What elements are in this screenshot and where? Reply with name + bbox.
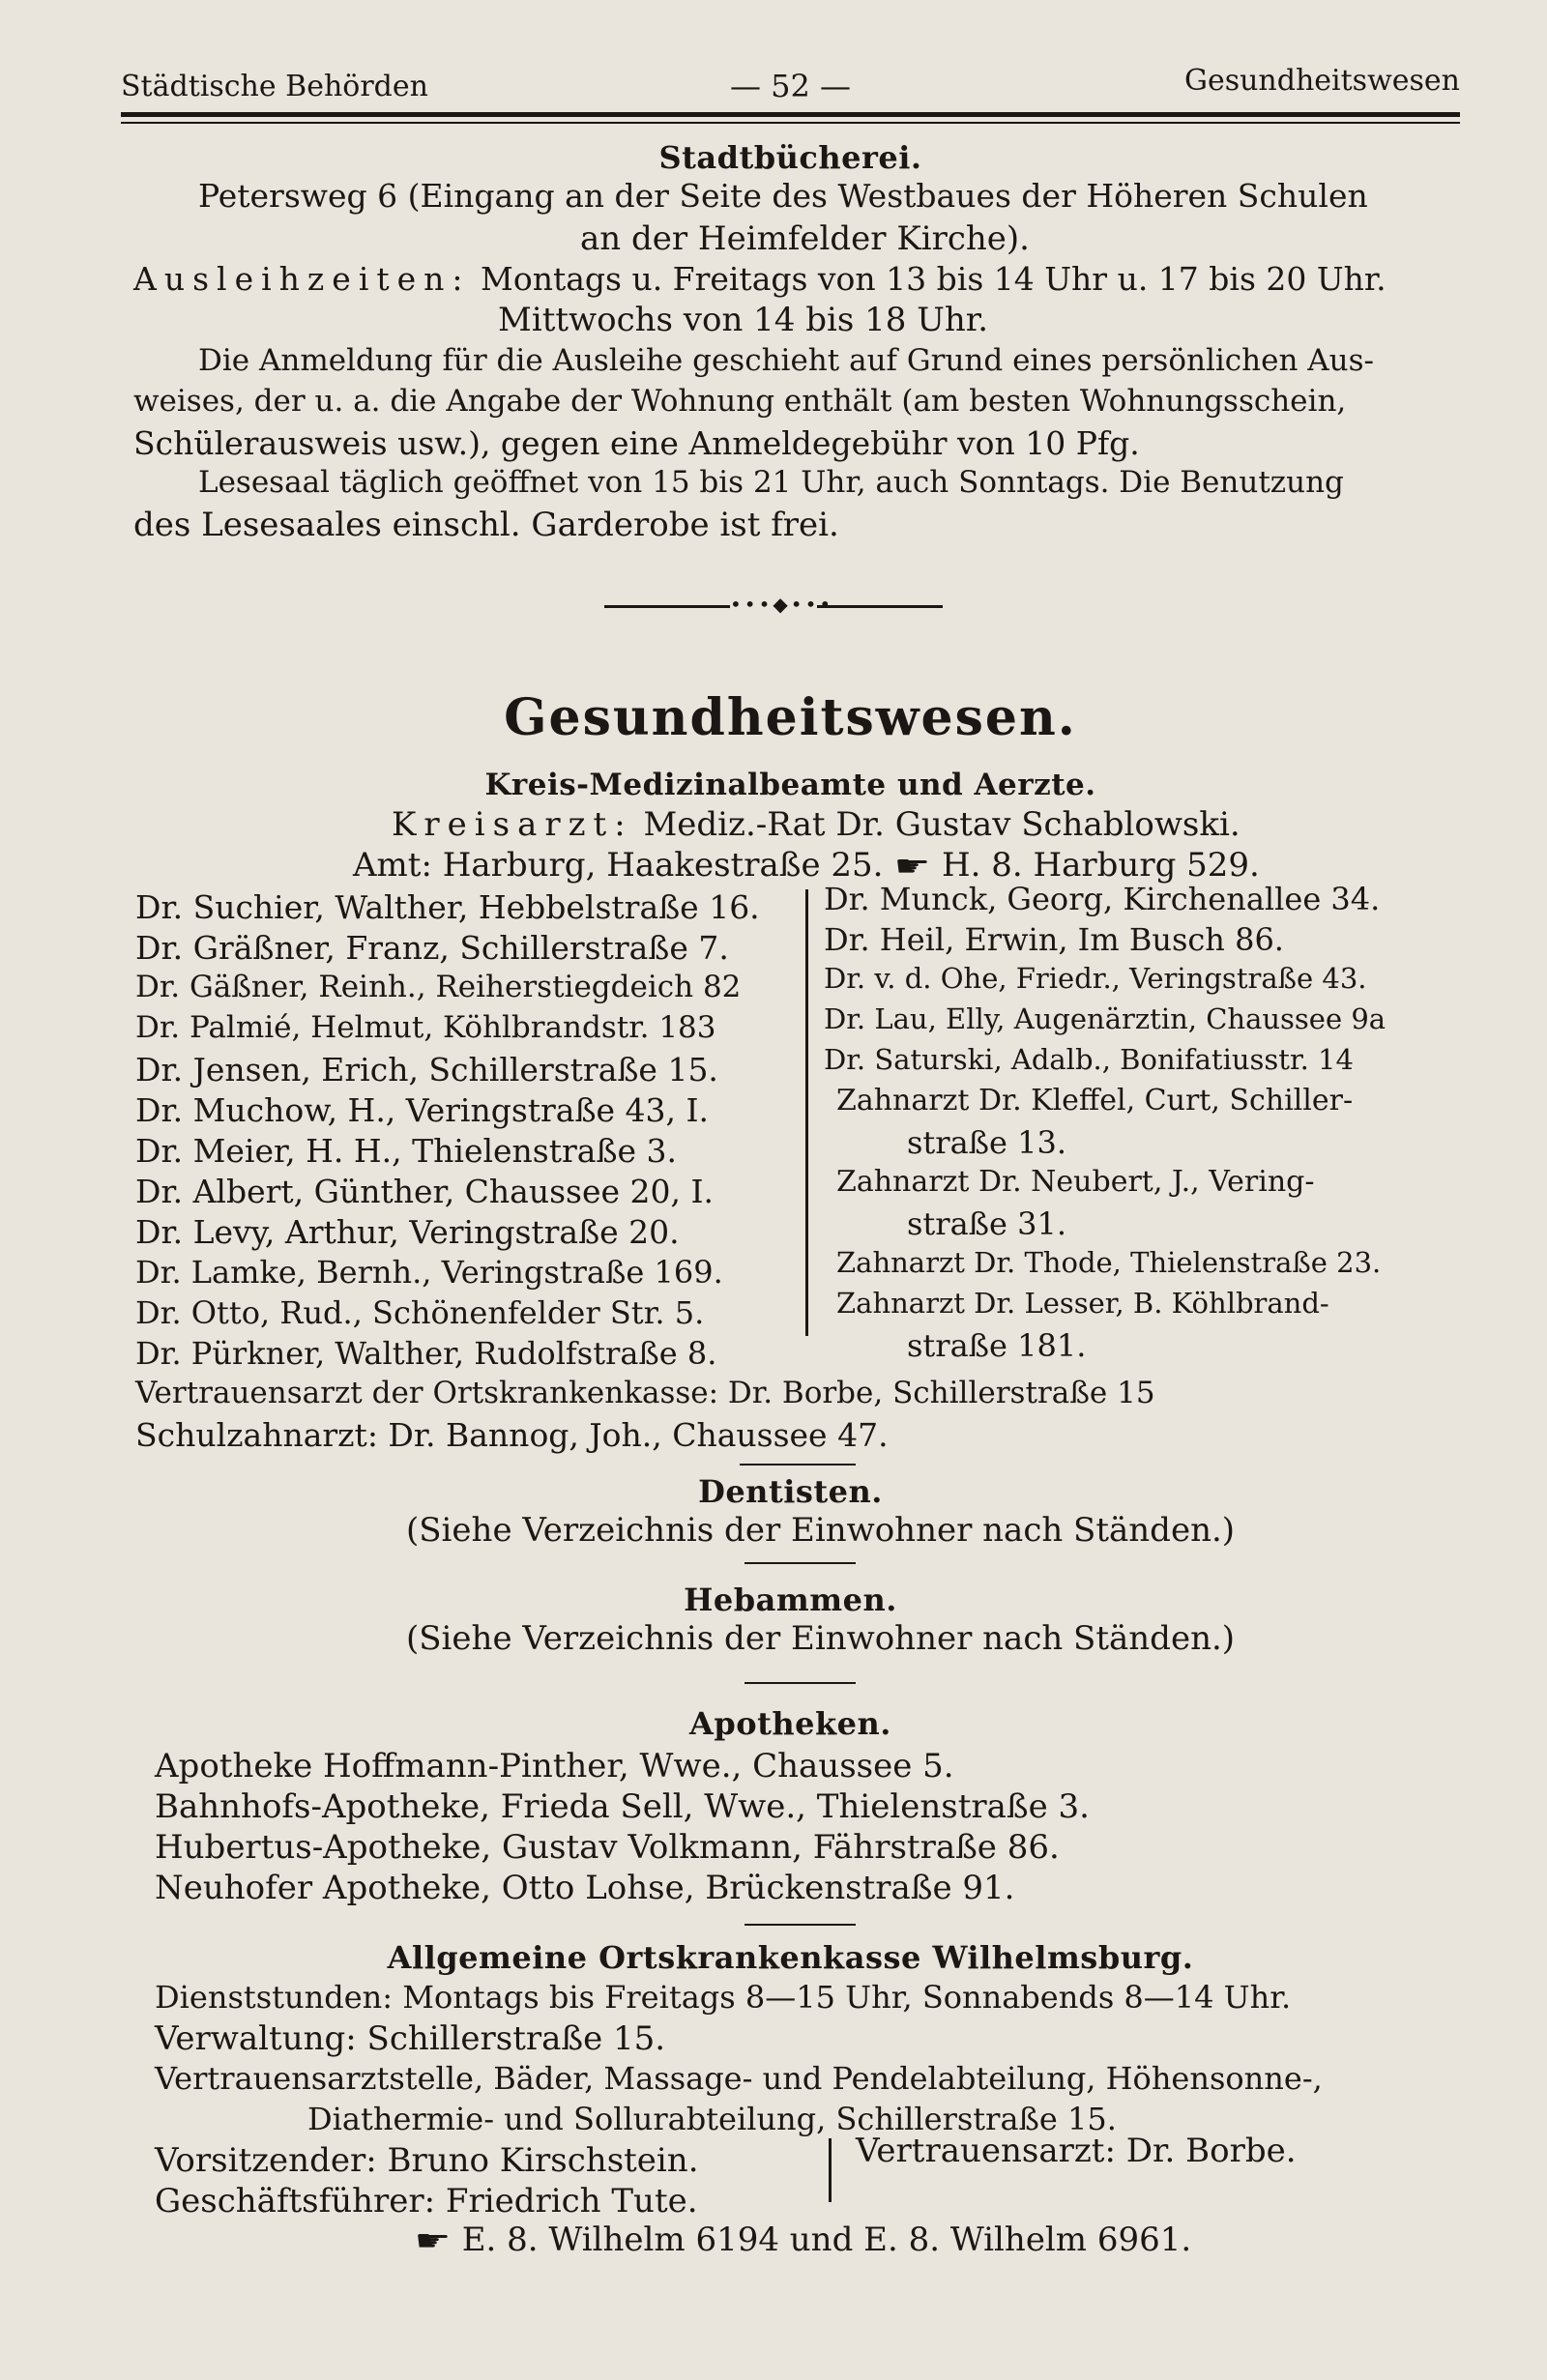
list-item: straße 181. — [907, 1327, 1087, 1364]
aok-vertrauensarzt-line: Vertrauensarzt: Dr. Borbe. — [856, 2132, 1297, 2170]
section-title-stadtbuecherei: Stadtbücherei. — [658, 139, 922, 176]
section-title-aerzte: Kreis-Medizinalbeamte und Aerzte. — [484, 768, 1096, 802]
vertrauensarzt-line: Vertrauensarzt der Ortskrankenkasse: Dr. Borbe, Schillerstraße 15 — [135, 1376, 1155, 1410]
amt-line — [353, 846, 1260, 885]
list-item: Dr. Gräßner, Franz, Schillerstraße 7. — [135, 929, 729, 967]
list-item: Dr. Suchier, Walther, Hebbelstraße 16. — [135, 888, 760, 926]
header-left: Städtische Behörden — [121, 70, 428, 103]
text-line: an der Heimfelder Kirche). — [580, 219, 1030, 258]
hand-pointer-icon: ☛ — [893, 850, 931, 884]
list-item: Zahnarzt Dr. Kleffel, Curt, Schiller- — [836, 1084, 1354, 1117]
list-item: Dr. Lamke, Bernh., Veringstraße 169. — [135, 1254, 723, 1291]
list-item: Dr. Levy, Arthur, Veringstraße 20. — [135, 1213, 680, 1251]
ornament-divider — [604, 593, 943, 616]
page-title: Gesundheitswesen. — [504, 688, 1077, 747]
header-rule-thin — [121, 122, 1460, 124]
text-line: Diathermie- und Sollurabteilung, Schillerstraße 15. — [307, 2101, 1117, 2137]
amt-phone: H. 8. Harburg 529. — [941, 846, 1260, 885]
list-item: Zahnarzt Dr. Lesser, B. Köhlbrand- — [836, 1287, 1329, 1320]
list-item: Dr. Saturski, Adalb., Bonifatiusstr. 14 — [824, 1043, 1354, 1076]
page-header — [121, 60, 1460, 108]
list-item: Dr. Albert, Günther, Chaussee 20, I. — [135, 1173, 715, 1210]
list-item: Dr. Palmié, Helmut, Köhlbrandstr. 183 — [135, 1010, 716, 1045]
list-item: Dr. Gäßner, Reinh., Reiherstiegdeich 82 — [135, 970, 742, 1004]
list-item: Apotheke Hoffmann-Pinther, Wwe., Chaussee 5. — [155, 1747, 954, 1785]
list-item: Dr. Muchow, H., Veringstraße 43, I. — [135, 1091, 710, 1129]
ornament-dots: •••◆••• — [730, 593, 834, 616]
text-line: Lesesaal täglich geöffnet von 15 bis 21 Uhr, auch Sonntags. Die Benutzung — [198, 465, 1344, 500]
section-title-aok: Allgemeine Ortskrankenkasse Wilhelmsburg. — [387, 1939, 1194, 1976]
text-line: Vertrauensarztstelle, Bäder, Massage- und Pendelabteilung, Höhensonne-, — [155, 2060, 1323, 2097]
ausleihzeiten-text: Montags u. Freitags von 13 bis 14 Uhr u. 17 bis 20 Uhr. — [481, 260, 1386, 298]
list-item: Dr. Otto, Rud., Schönenfelder Str. 5. — [135, 1294, 705, 1331]
list-item: Dr. Meier, H. H., Thielenstraße 3. — [135, 1132, 678, 1170]
hand-pointer-icon: ☛ — [414, 2224, 452, 2258]
text-line: Dienststunden: Montags bis Freitags 8—15 Uhr, Sonnabends 8—14 Uhr. — [155, 1979, 1292, 2016]
list-item: Dr. Munck, Georg, Kirchenallee 34. — [824, 881, 1381, 917]
dentisten-text: (Siehe Verzeichnis der Einwohner nach Ständen.) — [406, 1511, 1236, 1550]
text-line: Verwaltung: Schillerstraße 15. — [155, 2019, 666, 2058]
column-divider — [805, 889, 808, 1336]
ausleihzeiten-label: Ausleihzeiten: — [133, 260, 471, 298]
list-item: Dr. Jensen, Erich, Schillerstraße 15. — [135, 1051, 718, 1088]
header-right: Gesundheitswesen — [1184, 64, 1460, 98]
amt-text: Amt: Harburg, Haakestraße 25. — [353, 846, 884, 885]
list-item: Dr. Heil, Erwin, Im Busch 86. — [824, 921, 1284, 958]
list-item: Dr. Pürkner, Walther, Rudolfstraße 8. — [135, 1335, 717, 1372]
list-item: Dr. v. d. Ohe, Friedr., Veringstraße 43. — [824, 962, 1367, 995]
ausleihzeiten-line — [133, 260, 1386, 298]
text-line: des Lesesaales einschl. Garderobe ist frei. — [133, 506, 839, 544]
section-divider — [744, 1924, 856, 1926]
text-line: Mittwochs von 14 bis 18 Uhr. — [498, 301, 989, 339]
list-item: Neuhofer Apotheke, Otto Lohse, Brückenstraße 91. — [155, 1869, 1015, 1907]
list-item: Zahnarzt Dr. Thode, Thielenstraße 23. — [836, 1246, 1382, 1279]
section-divider — [744, 1682, 856, 1684]
list-item: straße 13. — [907, 1124, 1067, 1161]
section-title-hebammen: Hebammen. — [684, 1582, 897, 1618]
text-line: Die Anmeldung für die Ausleihe geschieht auf Grund eines persönlichen Aus- — [198, 343, 1375, 378]
kreisarzt-label: Kreisarzt: — [392, 805, 633, 844]
header-rule-thick — [121, 112, 1460, 117]
text-line: weises, der u. a. die Angabe der Wohnung enthält (am besten Wohnungsschein, — [133, 384, 1347, 419]
geschaeftsfuehrer-line: Geschäftsführer: Friedrich Tute. — [155, 2182, 698, 2220]
section-divider — [744, 1562, 856, 1564]
aok-phone: E. 8. Wilhelm 6194 und E. 8. Wilhelm 6961. — [461, 2220, 1192, 2259]
page-number: — 52 — — [729, 68, 852, 104]
text-line: Schülerausweis usw.), gegen eine Anmeldegebühr von 10 Pfg. — [133, 424, 1140, 462]
kreisarzt-line — [392, 805, 1241, 844]
hebammen-text: (Siehe Verzeichnis der Einwohner nach Ständen.) — [406, 1619, 1236, 1658]
section-title-apotheken: Apotheken. — [689, 1705, 891, 1742]
list-item: Hubertus-Apotheke, Gustav Volkmann, Fährstraße 86. — [155, 1828, 1060, 1867]
aok-phone-line — [414, 2220, 1192, 2259]
section-title-dentisten: Dentisten. — [698, 1473, 883, 1510]
list-item: straße 31. — [907, 1205, 1067, 1242]
text-line: Petersweg 6 (Eingang an der Seite des Westbaues der Höheren Schulen — [198, 177, 1368, 215]
list-item: Zahnarzt Dr. Neubert, J., Vering- — [836, 1165, 1315, 1199]
list-item: Bahnhofs-Apotheke, Frieda Sell, Wwe., Thielenstraße 3. — [155, 1787, 1090, 1826]
vorsitzender-line: Vorsitzender: Bruno Kirschstein. — [155, 2141, 699, 2180]
section-divider — [740, 1464, 856, 1466]
schulzahnarzt-line: Schulzahnarzt: Dr. Bannog, Joh., Chaussee 47. — [135, 1416, 889, 1454]
kreisarzt-text: Mediz.-Rat Dr. Gustav Schablowski. — [643, 805, 1241, 844]
list-item: Dr. Lau, Elly, Augenärztin, Chaussee 9a — [824, 1002, 1386, 1035]
column-divider — [829, 2138, 832, 2202]
